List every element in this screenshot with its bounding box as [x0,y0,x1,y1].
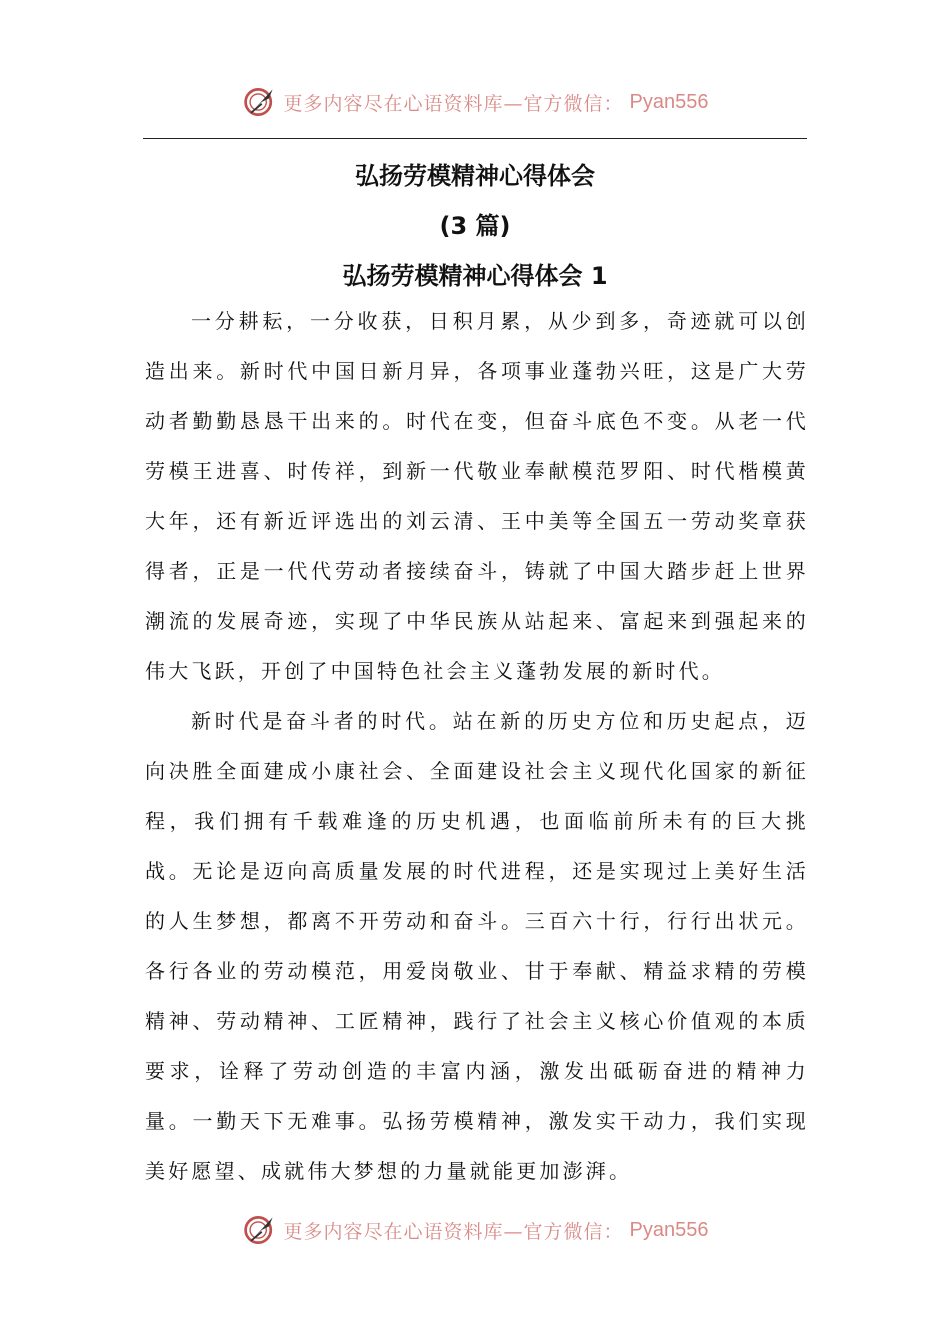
header-watermark [0,80,950,124]
quill-logo-icon [242,84,278,120]
paragraph-2: 新时代是奋斗者的时代。站在新的历史方位和历史起点，迈向决胜全面建成小康社会、全面建设社会主义现代化国家的新征程，我们拥有千载难逢的历史机遇，也面临前所未有的巨大挑战。无论是迈向高质量发展的时代进程，还是实现过上美好生活的人生梦想，都离不开劳动和奋斗。三百六十行，行行出状元。各行各业的劳动模范，用爱岗敬业、甘于奉献、精益求精的劳模精神、劳动精神、工匠精神，践行了社会主义核心价值观的本质要求，诠释了劳动创造的丰富内涵，激发出砥砺奋进的精神力量。一勤天下无难事。弘扬劳模精神，激发实干动力，我们实现美好愿望、成就伟大梦想的力量就能更加澎湃。 [145,709,809,1183]
footer-watermark [0,1208,950,1252]
document-subtitle: (3 篇) [439,212,511,240]
paragraph-1: 一分耕耘，一分收获，日积月累，从少到多，奇迹就可以创造出来。新时代中国日新月异，各项事业蓬勃兴旺，这是广大劳动者勤勤恳恳干出来的。时代在变，但奋斗底色不变。从老一代劳模王进喜、时传祥，到新一代敬业奉献模范罗阳、时代楷模黄大年，还有新近评选出的刘云清、王中美等全国五一劳动奖章获得者，正是一代代劳动者接续奋斗，铸就了中国大踏步赶上世界潮流的发展奇迹，实现了中华民族从站起来、富起来到强起来的伟大飞跃，开创了中国特色社会主义蓬勃发展的新时代。 [145,309,809,683]
section-title: 弘扬劳模精神心得体会 1 [342,262,608,290]
document-title: 弘扬劳模精神心得体会 [355,162,595,190]
watermark-handle: Pyan556 [629,1218,709,1241]
header-divider [143,138,807,139]
quill-logo-icon [242,1212,278,1248]
watermark-text: 更多内容尽在心语资料库—官方微信： [283,1220,624,1243]
watermark-text: 更多内容尽在心语资料库—官方微信： [283,92,624,115]
watermark-handle: Pyan556 [629,90,709,113]
document-body [145,296,809,1196]
